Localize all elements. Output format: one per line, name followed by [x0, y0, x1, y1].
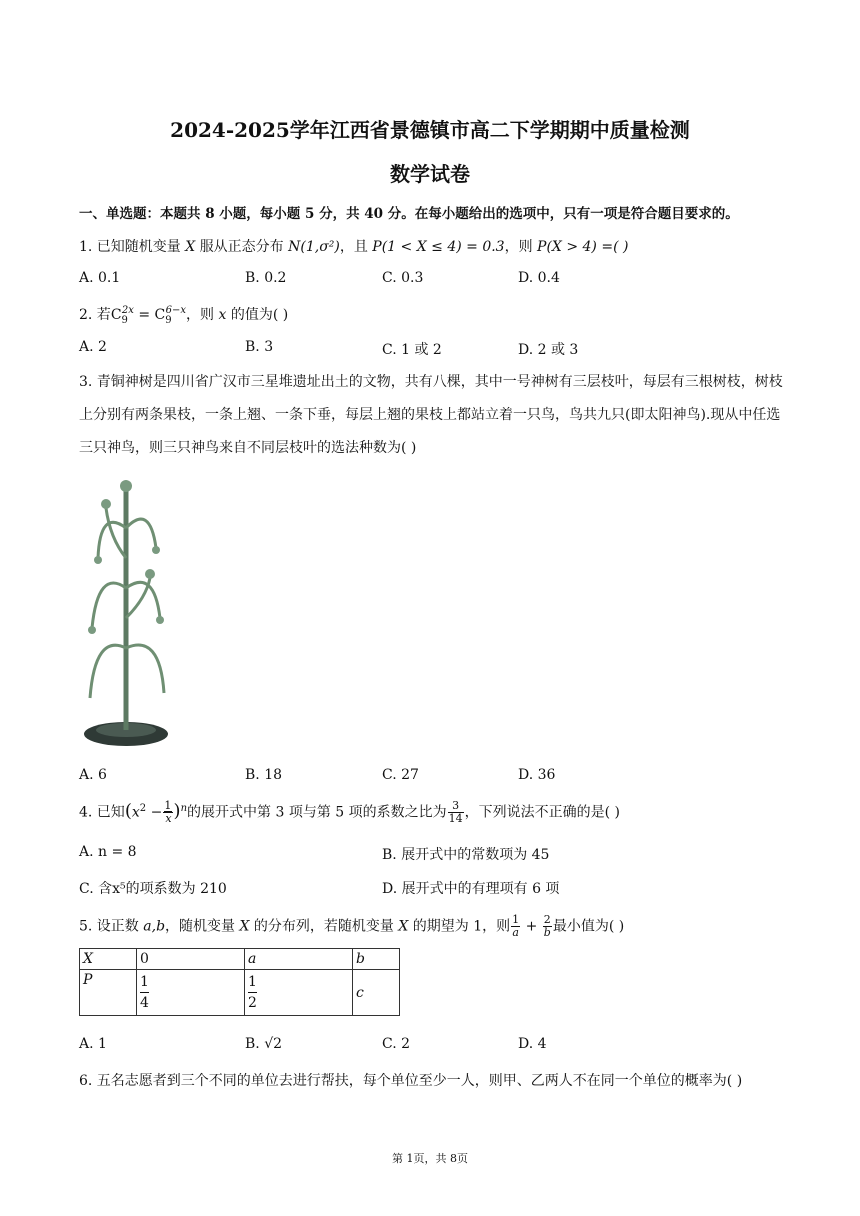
q3-option-a: A. 6 — [79, 767, 107, 783]
q4-option-d: D. 展开式中的有理项有 6 项 — [382, 881, 560, 897]
question-6: 6. 五名志愿者到三个不同的单位去进行帮扶，每个单位至少一人，则甲、乙两人不在同一个单位的概率为( ) — [79, 1073, 743, 1089]
page-footer: 第 1页，共 8页 — [392, 1152, 468, 1165]
question-3: 3. 青铜神树是四川省广汉市三星堆遗址出土的文物，共有八棵，其中一号神树有三层枝叶，每层有三根树枝，树枝上分别有两条果枝，一条上翘、一条下垂，每层上翘的果枝上都站立着一只鸟，鸟共九只(即太阳神鸟).现从中任选三只神鸟，则三只神鸟来自不同层枝叶的选法种数为( ) — [79, 374, 783, 456]
table-row: X 0 a b — [80, 949, 400, 970]
question-1: 1. 已知随机变量 X 服从正态分布 N(1,σ²)，且 P(1 < X ≤ 4) = 0.3，则 P(X > 4) =( ) — [79, 239, 629, 255]
q5-option-a: A. 1 — [79, 1036, 107, 1052]
section-heading: 一、单选题：本题共 8 小题，每小题 5 分，共 40 分。在每小题给出的选项中，只有一项是符合题目要求的。 — [79, 206, 739, 222]
q1-option-b: B. 0.2 — [245, 270, 287, 286]
exam-subtitle: 数学试卷 — [390, 162, 470, 186]
q5-option-c: C. 2 — [382, 1036, 411, 1052]
prob-fraction: $\frac{1}{2}$ — [248, 974, 257, 1011]
q2-option-a: A. 2 — [79, 339, 107, 355]
expr-fraction-1a: $\frac{1}{a}$ — [512, 913, 520, 939]
combination-equation: $C_9^{2x} = C_9^{6-x}$ — [110, 305, 187, 326]
binomial-expression: ( — [124, 800, 132, 822]
question-4: 4. 已知($x^2$ − $\frac{1}{x}$ )$^n$的展开式中第 3 项与第 5 项的系数之比为 $\frac{3}{14}$ ，下列说法不正确的是( ) — [79, 799, 621, 825]
distribution-table — [79, 948, 400, 1016]
q2-option-c: C. 1 或 2 — [382, 342, 442, 358]
bronze-tree-image — [80, 468, 172, 752]
table-row: P $\frac{1}{4}$ $\frac{1}{2}$ c — [80, 970, 400, 1016]
exam-title: 2024-2025学年江西省景德镇市高二下学期期中质量检测 — [170, 118, 690, 142]
q1-option-d: D. 0.4 — [518, 270, 560, 286]
q4-option-b: B. 展开式中的常数项为 45 — [382, 847, 550, 863]
q3-option-b: B. 18 — [245, 767, 283, 783]
q3-option-c: C. 27 — [382, 767, 419, 783]
ratio-fraction: $\frac{3}{14}$ — [448, 799, 463, 825]
q1-option-a: A. 0.1 — [79, 270, 121, 286]
q4-option-c: C. 含x⁵的项系数为 210 — [79, 881, 227, 897]
q2-option-b: B. 3 — [245, 339, 274, 355]
q5-option-b: B. √2 — [245, 1036, 283, 1052]
q3-option-d: D. 36 — [518, 767, 556, 783]
q5-option-d: D. 4 — [518, 1036, 547, 1052]
q4-option-a: A. n = 8 — [79, 844, 137, 860]
question-5: 5. 设正数 a,b，随机变量 X 的分布列，若随机变量 X 的期望为 1，则 $\frac{1}{a}$ + $\frac{2}{b}$ 最小值为( ) — [79, 913, 625, 939]
q1-option-c: C. 0.3 — [382, 270, 424, 286]
expr-fraction-2b: $\frac{2}{b}$ — [543, 913, 551, 939]
question-2: 2. 若$C_9^{2x} = C_9^{6-x}$，则 x 的值为( ) — [79, 305, 289, 326]
prob-fraction: $\frac{1}{4}$ — [140, 974, 149, 1011]
q2-option-d: D. 2 或 3 — [518, 342, 579, 358]
